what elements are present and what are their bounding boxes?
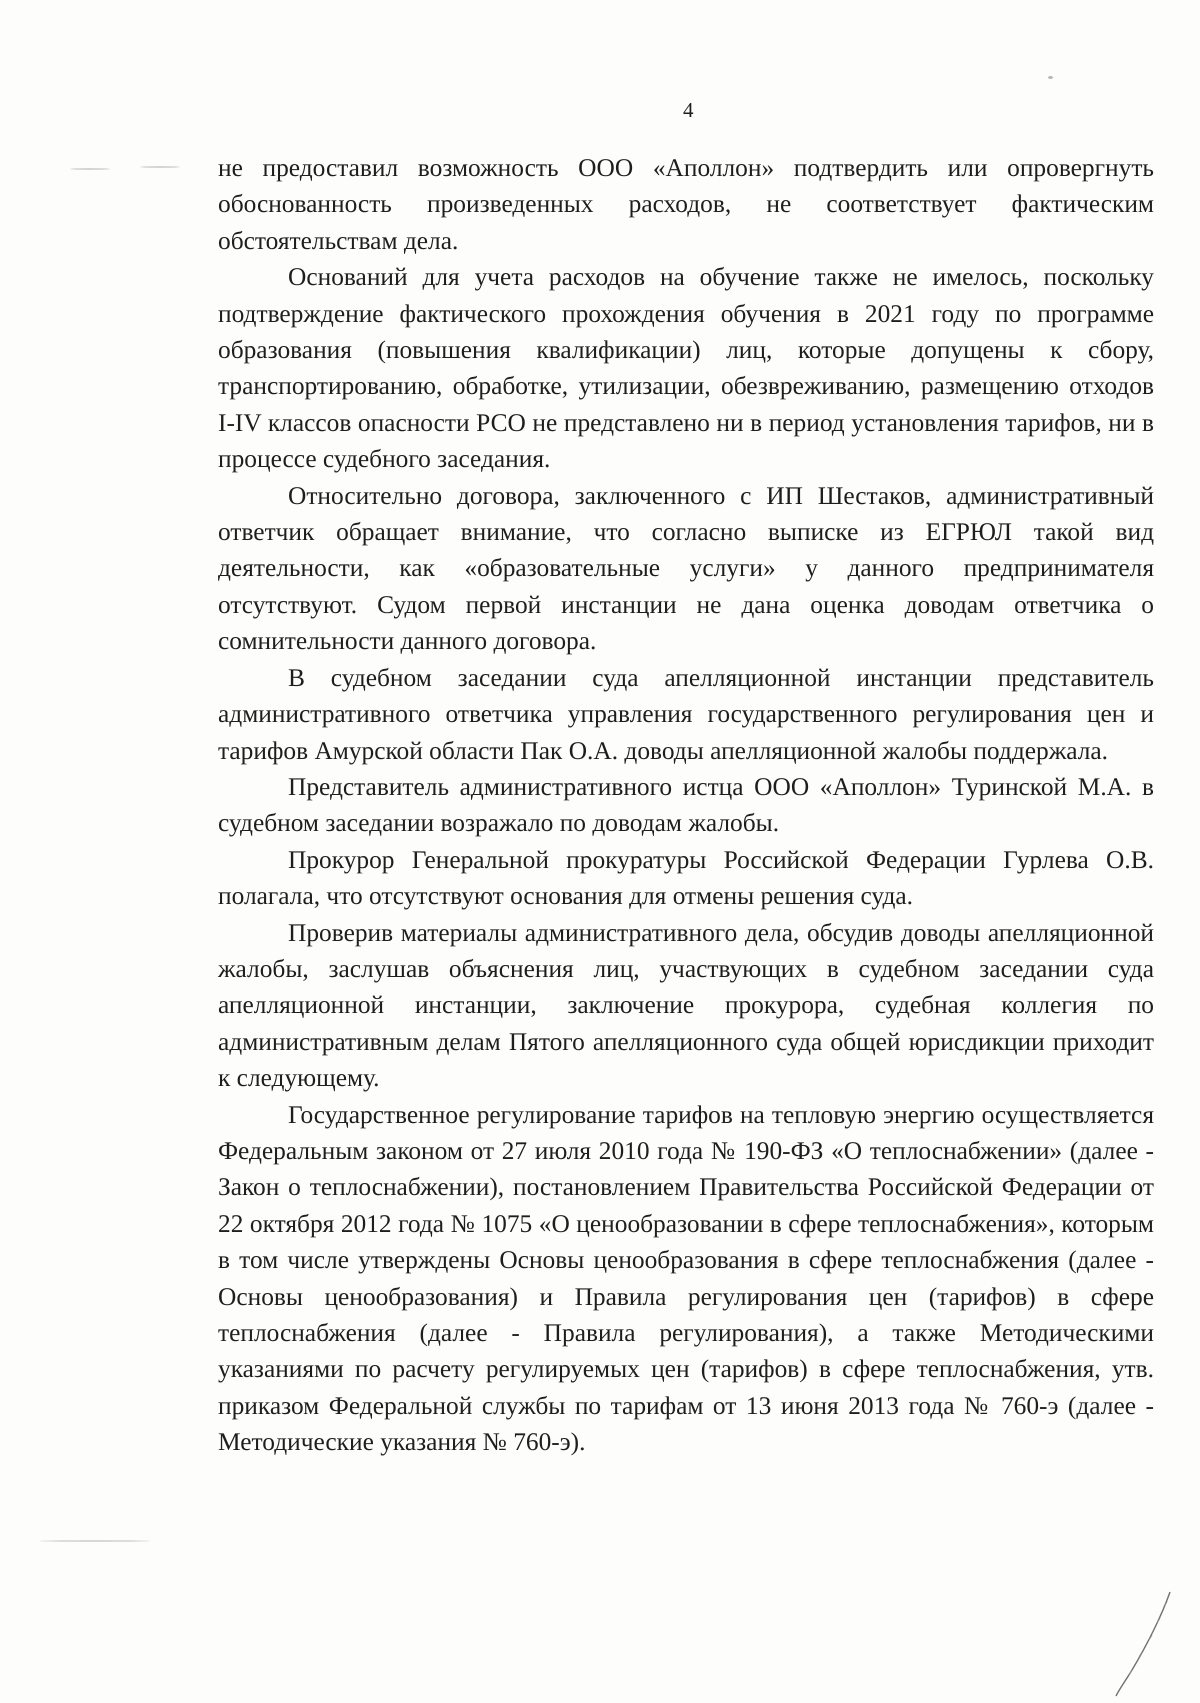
paragraph-respondent-representative: В судебном заседании суда апелляционной инстанции представитель административного ответчика управления государственного регулирования цен и тарифов Амурской области Пак О.А. доводы апелляционной жалобы поддержала. [218, 663, 1154, 765]
paragraph-plaintiff-representative: Представитель административного истца ООО «Аполлон» Туринской М.А. в судебном заседании возражало по доводам жалобы. [218, 772, 1154, 838]
document-body [218, 150, 1154, 1461]
signature-mark [1112, 1590, 1182, 1700]
paragraph-court-review: Проверив материалы административного дела, обсудив доводы апелляционной жалобы, заслушав объяснения лиц, участвующих в судебном заседании суда апелляционной инстанции, заключение прокурора, судебная коллегия по административным делам Пятого апелляционного суда общей юрисдикции приходит к следующему. [218, 918, 1154, 1093]
paragraph-prosecutor: Прокурор Генеральной прокуратуры Российской Федерации Гурлева О.В. полагала, что отсутствуют основания для отмены решения суда. [218, 845, 1154, 911]
scan-speck [1048, 76, 1053, 79]
paragraph-training-expenses: Оснований для учета расходов на обучение также не имелось, поскольку подтверждение фактического прохождения обучения в 2021 году по программе образования (повышения квалификации) лиц, которые допущены к сбору, транспортированию, обработке, утилизации, обезвреживанию, размещению отходов I-IV классов опасности РСО не представлено ни в период установления тарифов, ни в процессе судебного заседания. [218, 263, 1154, 474]
paragraph-regulation: Государственное регулирование тарифов на тепловую энергию осуществляется Федеральным законом от 27 июля 2010 года № 190-ФЗ «О теплоснабжении» (далее - Закон о теплоснабжении), постановлением Правительства Российской Федерации от 22 октября 2012 года № 1075 «О ценообразовании в сфере теплоснабжения», которым в том числе утверждены Основы ценообразования в сфере теплоснабжения (далее - Основы ценообразования) и Правила регулирования цен (тарифов) в сфере теплоснабжения (далее - Правила регулирования), а также Методическими указаниями по расчету регулируемых цен (тарифов) в сфере теплоснабжения, утв. приказом Федеральной службы по тарифам от 13 июня 2013 года № 760-э (далее - Методические указания № 760-э). [218, 1100, 1154, 1457]
paragraph-continuation: не предоставил возможность ООО «Аполлон» подтвердить или опровергнуть обоснованность произведенных расходов, не соответствует фактическим обстоятельствам дела. [218, 154, 1154, 255]
page-number: 4 [683, 98, 694, 122]
scan-speck [70, 168, 110, 170]
paragraph-contract: Относительно договора, заключенного с ИП Шестаков, административный ответчик обращает внимание, что согласно выписке из ЕГРЮЛ такой вид деятельности, как «образовательные услуги» у данного предпринимателя отсутствуют. Судом первой инстанции не дана оценка доводам ответчика о сомнительности данного договора. [218, 481, 1154, 656]
scan-speck [40, 1540, 150, 1542]
scan-speck [140, 166, 180, 168]
